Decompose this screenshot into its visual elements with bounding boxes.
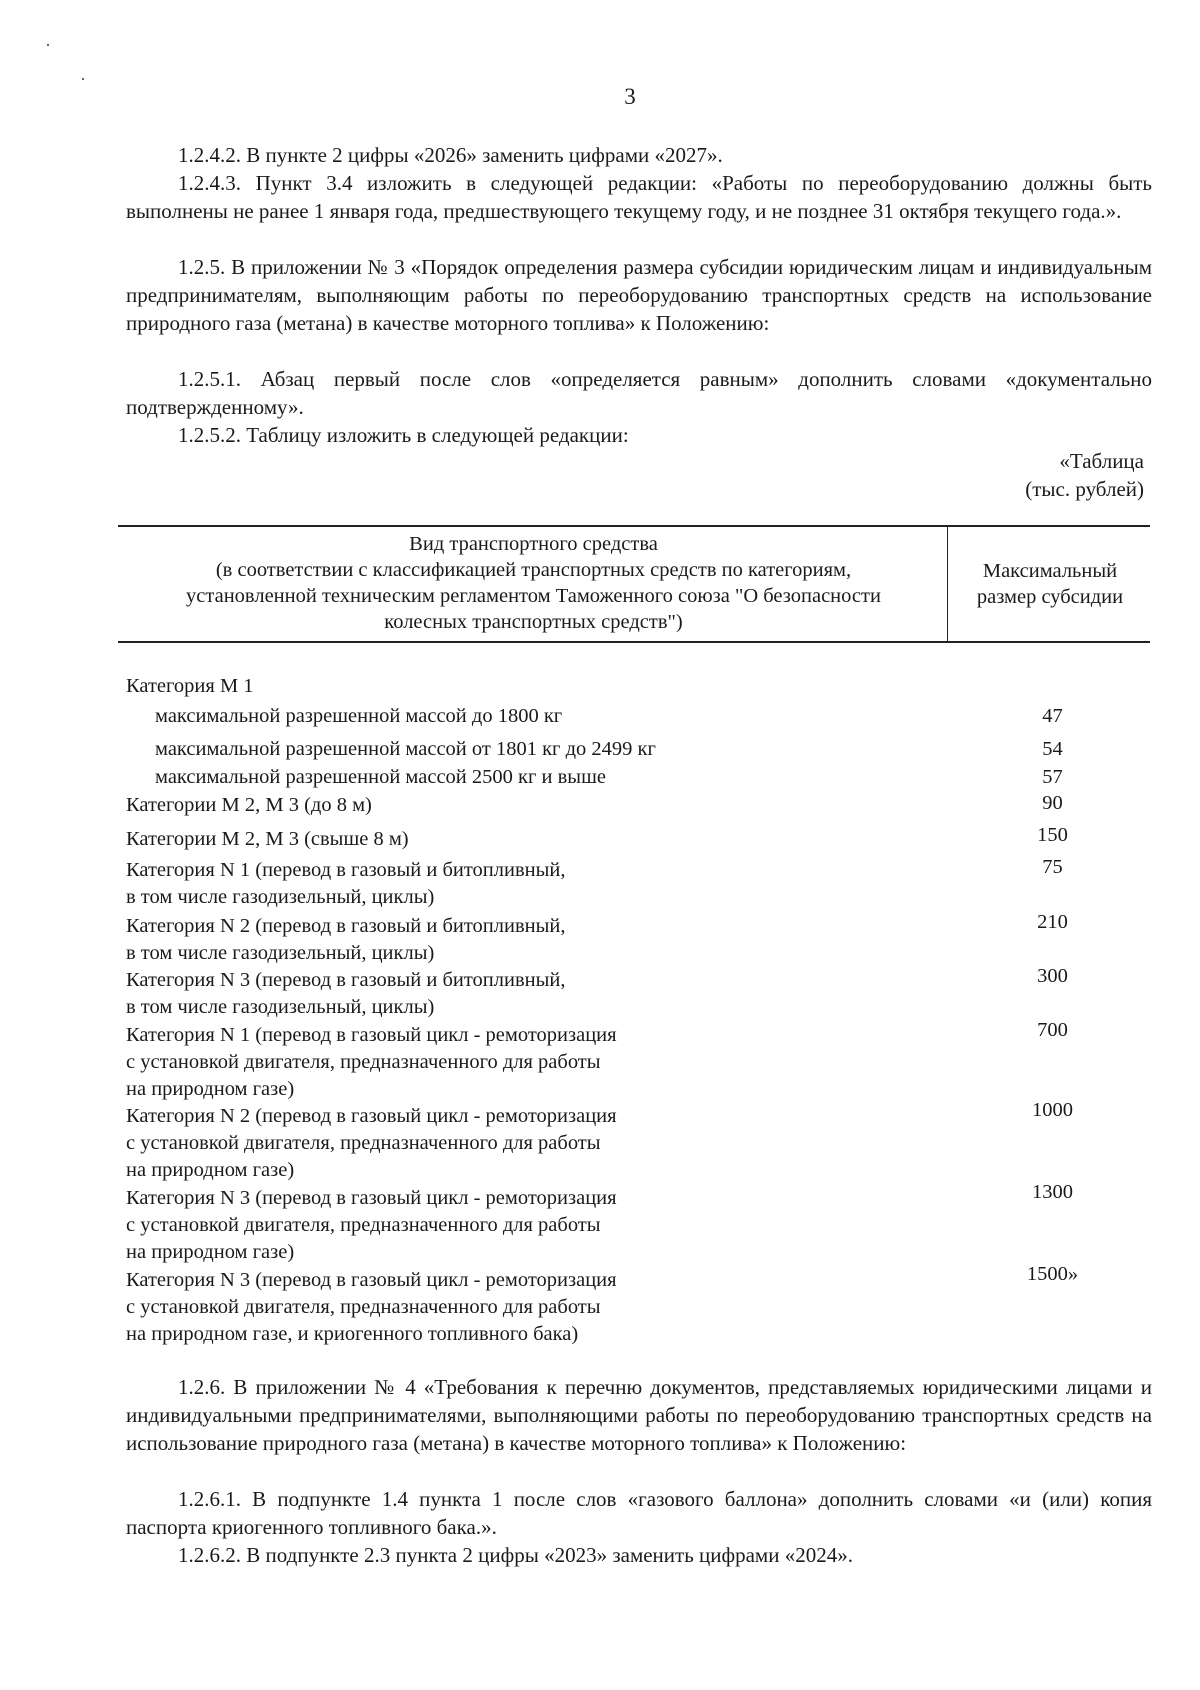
table-row-value: 210 — [1037, 911, 1068, 933]
table-row-value: 90 — [1042, 792, 1063, 814]
table-row-label: Категории М 2, М 3 (свыше 8 м) — [126, 828, 409, 850]
table-row-value: 150 — [1037, 824, 1068, 846]
table-header-bottom-rule — [118, 641, 1150, 643]
paragraph-1-2-5-2: 1.2.5.2. Таблицу изложить в следующей редакции: — [178, 423, 629, 447]
table-row-value: 75 — [1042, 856, 1063, 878]
paragraph-1-2-4-3: 1.2.4.3. Пункт 3.4 изложить в следующей редакции: «Работы по переоборудованию должны быть выполнены не ранее 1 января года, предшествующего текущему году, и не позднее 31 октября текущего года.». — [126, 171, 1152, 223]
paragraph-1-2-6-1: 1.2.6.1. В подпункте 1.4 пункта 1 после слов «газового баллона» дополнить словами «и (или) копия паспорта криогенного топливного бака.». — [126, 1487, 1152, 1539]
table-row-label: Категория N 1 (перевод в газовый цикл - ремоторизация с установкой двигателя, предназначенного для работы на природном газе) — [126, 1024, 617, 1100]
table-row-label: Категория N 2 (перевод в газовый цикл - ремоторизация с установкой двигателя, предназначенного для работы на природном газе) — [126, 1105, 617, 1181]
table-top-rule — [118, 525, 1150, 527]
table-row-label: Категория М 1 — [126, 675, 254, 697]
table-row-value: 1500» — [1026, 1263, 1079, 1285]
table-row-label: Категория N 3 (перевод в газовый цикл - ремоторизация с установкой двигателя, предназначенного для работы на природном газе) — [126, 1187, 617, 1263]
table-row-value: 1000 — [1032, 1099, 1073, 1121]
table-header-vehicle-type: Вид транспортного средства (в соответствии с классификацией транспортных средств по категориям, установленной техническим регламентом Таможенного союза "О безопасности колесных транспортных средств") — [186, 533, 881, 633]
table-row-label: максимальной разрешенной массой до 1800 кг — [155, 705, 563, 727]
table-header-max-subsidy: Максимальный размер субсидии — [976, 560, 1124, 608]
table-row-label: максимальной разрешенной массой от 1801 кг до 2499 кг — [155, 738, 656, 760]
paragraph-1-2-4-2: 1.2.4.2. В пункте 2 цифры «2026» заменить цифрами «2027». — [178, 143, 723, 167]
table-row-value: 1300 — [1032, 1181, 1073, 1203]
scan-speck — [47, 44, 49, 46]
paragraph-1-2-6: 1.2.6. В приложении № 4 «Требования к перечню документов, представляемых юридическими лицами и индивидуальными предпринимателями, выполняющими работы по переоборудованию транспортных средств на использование природного газа (метана) в качестве моторного топлива» к Положению: — [126, 1375, 1152, 1455]
page-number: 3 — [624, 84, 636, 109]
table-row-label: Категории М 2, М 3 (до 8 м) — [126, 794, 372, 816]
table-row-value: 300 — [1037, 965, 1068, 987]
table-units: (тыс. рублей) — [1025, 477, 1144, 501]
paragraph-1-2-6-2: 1.2.6.2. В подпункте 2.3 пункта 2 цифры «2023» заменить цифрами «2024». — [178, 1543, 853, 1567]
table-row-label: Категория N 2 (перевод в газовый и битопливный, в том числе газодизельный, циклы) — [126, 915, 566, 964]
table-row-value: 47 — [1042, 705, 1063, 727]
table-row-value: 54 — [1042, 738, 1063, 760]
table-row-label: максимальной разрешенной массой 2500 кг и выше — [155, 766, 606, 788]
table-row-label: Категория N 1 (перевод в газовый и битопливный, в том числе газодизельный, циклы) — [126, 859, 566, 908]
paragraph-1-2-5: 1.2.5. В приложении № 3 «Порядок определения размера субсидии юридическим лицам и индивидуальным предпринимателям, выполняющим работы по переоборудованию транспортных средств на использование природного газа (метана) в качестве моторного топлива» к Положению: — [126, 255, 1152, 335]
table-row-value: 57 — [1042, 766, 1063, 788]
table-row-value: 700 — [1037, 1019, 1068, 1041]
scan-speck — [82, 78, 84, 80]
table-row-label: Категория N 3 (перевод в газовый цикл - ремоторизация с установкой двигателя, предназначенного для работы на природном газе, и криогенного топливного бака) — [126, 1269, 617, 1345]
table-header-divider — [947, 525, 948, 642]
paragraph-1-2-5-1: 1.2.5.1. Абзац первый после слов «определяется равным» дополнить словами «документально подтвержденному». — [126, 367, 1152, 419]
table-caption: «Таблица — [1059, 449, 1144, 473]
table-row-label: Категория N 3 (перевод в газовый и битопливный, в том числе газодизельный, циклы) — [126, 969, 566, 1018]
